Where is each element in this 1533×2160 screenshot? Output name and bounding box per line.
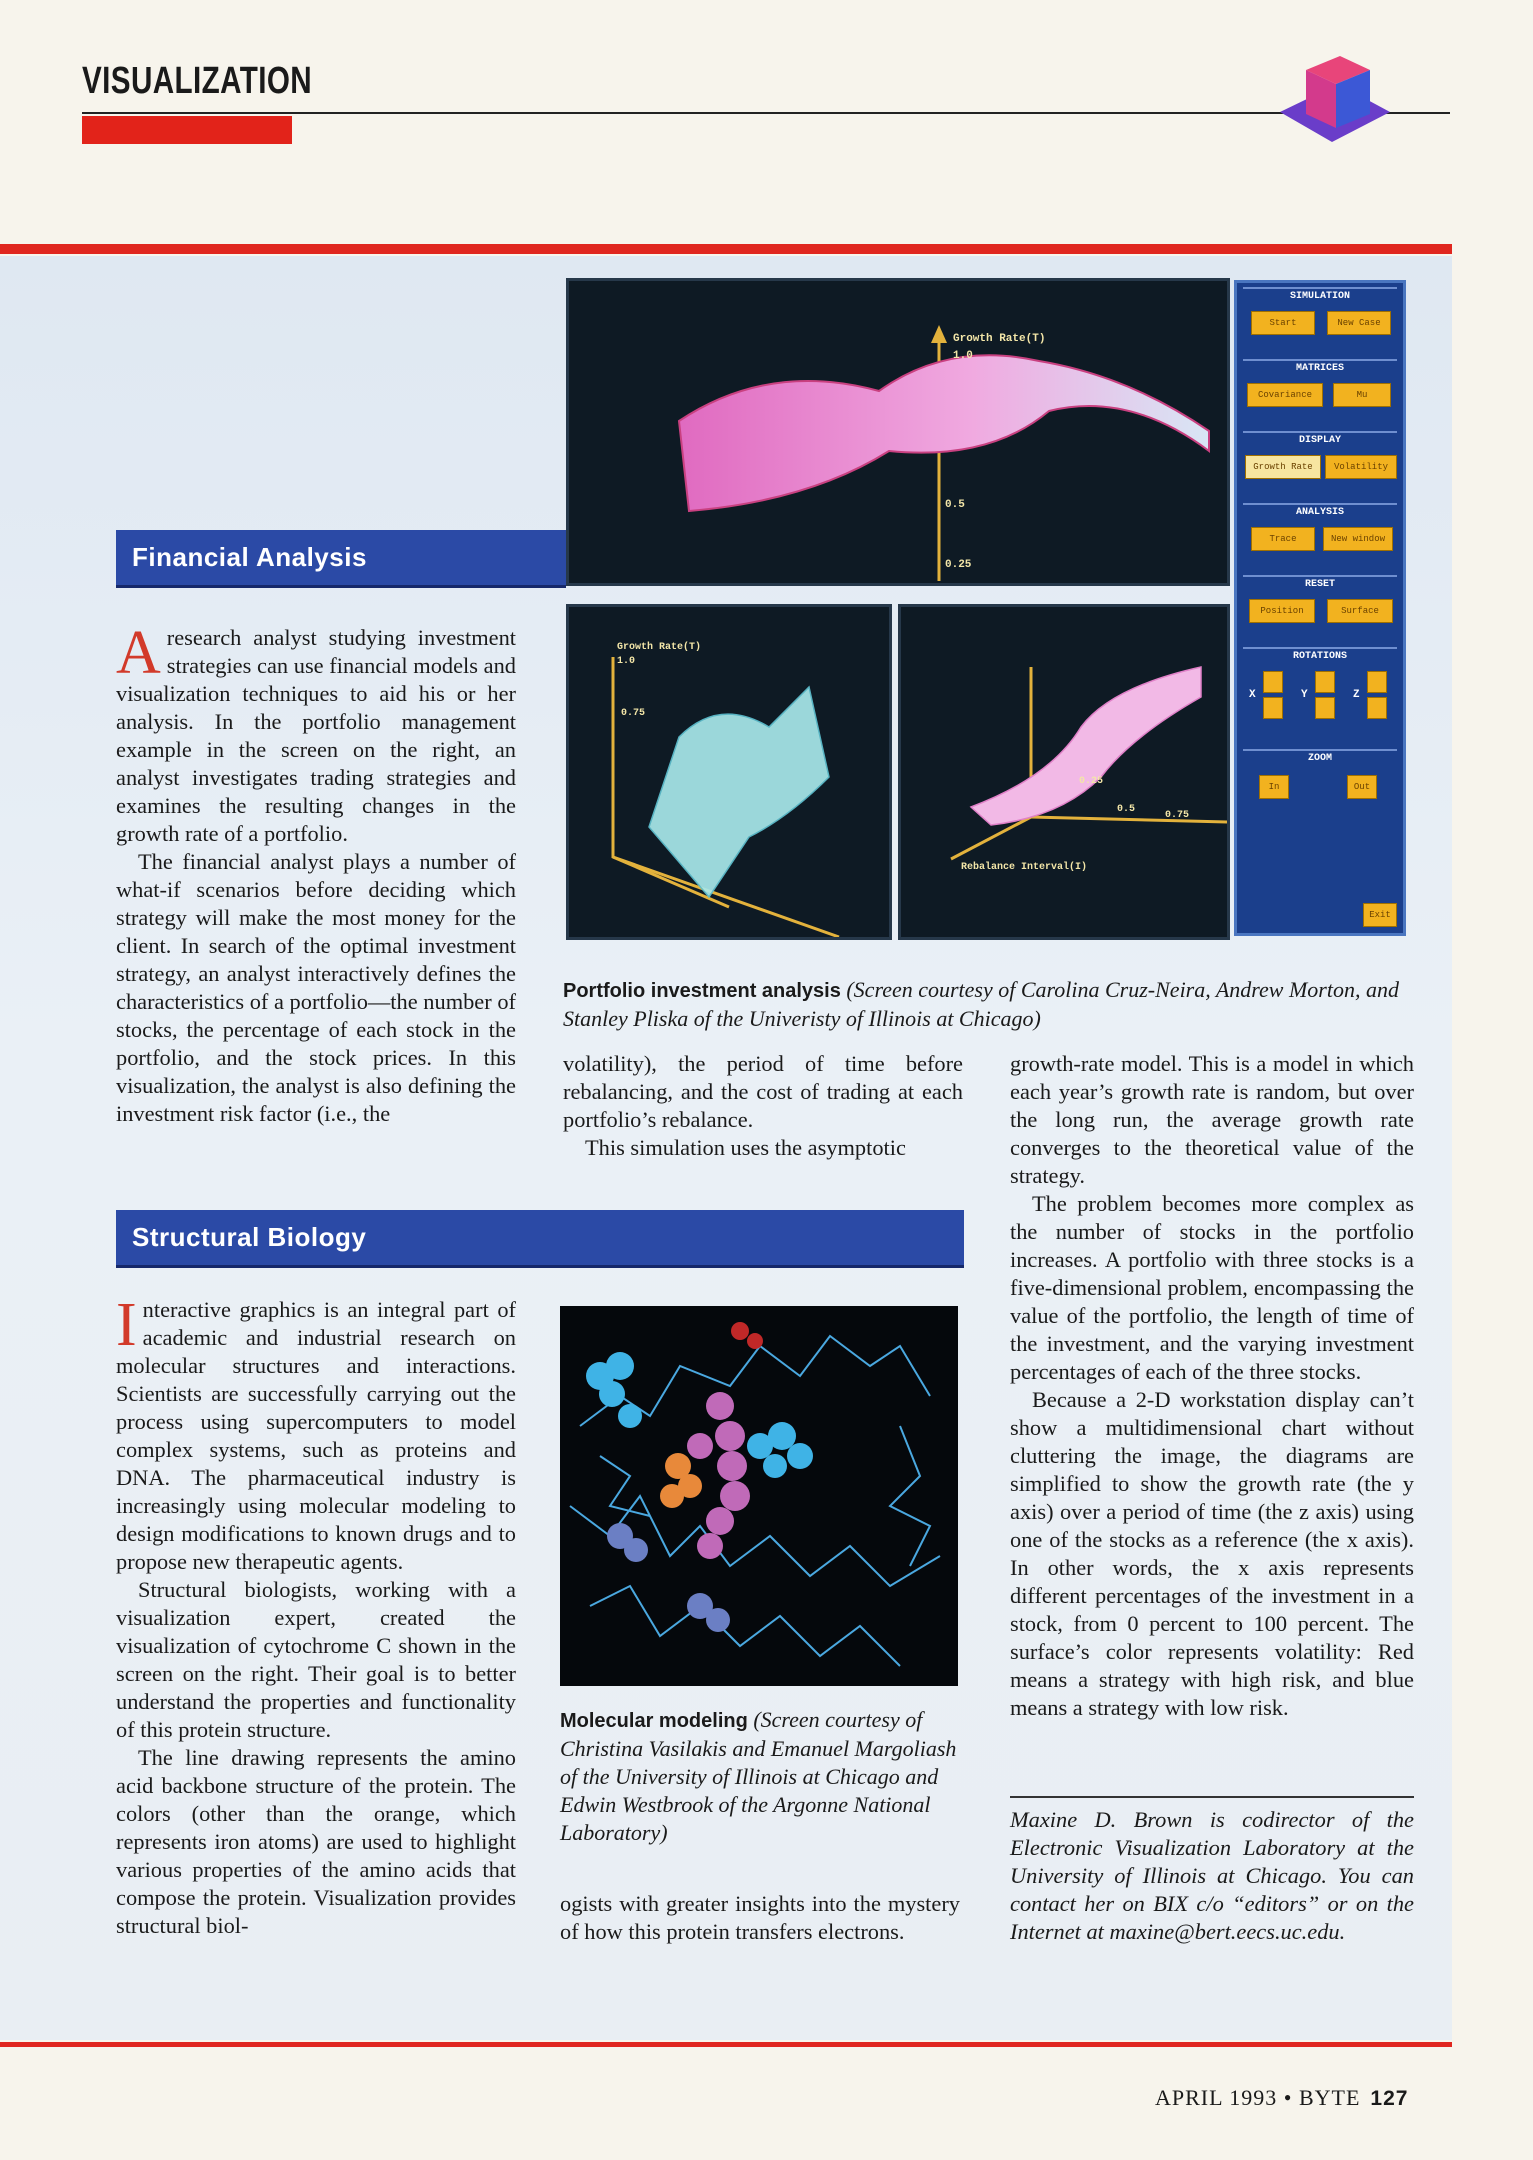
label-growth-rate: Growth Rate(T) (953, 333, 1046, 345)
new-window-button[interactable]: New window (1323, 527, 1393, 551)
portfolio-screen-main (566, 278, 1230, 586)
covariance-button[interactable]: Covariance (1247, 383, 1323, 407)
label-0-25: 0.25 (945, 559, 972, 571)
label-1-0-left: 1.0 (617, 656, 636, 667)
label-0-75-right: 0.75 (1165, 810, 1190, 821)
ctrl-matrices (1243, 359, 1397, 427)
atoms-orange-iron (660, 1453, 702, 1508)
x-axis-right (1031, 817, 1227, 822)
surface-right (971, 667, 1201, 825)
ctrl-label-display: DISPLAY (1298, 435, 1341, 446)
rot-z-label: Z (1353, 689, 1360, 701)
control-panel (1234, 280, 1406, 936)
financial-heading: Financial Analysis (116, 530, 566, 588)
growth-surface (679, 355, 1209, 511)
ctrl-label-zoom: ZOOM (1307, 753, 1332, 764)
y-axis-arrow-icon (931, 325, 947, 343)
ctrl-label-reset: RESET (1304, 579, 1335, 590)
volatility-button[interactable]: Volatility (1325, 455, 1397, 479)
label-0-5-right: 0.5 (1117, 804, 1136, 815)
financial-para-1-text: research analyst studying investment strategies can use financial models and visualization techniques to aid his or her analysis. In the portfolio management example in the screen on the right, an analyst investigates trading strategies and examines the resulting changes in the growth rate of a portfolio. (116, 625, 516, 846)
mu-button[interactable]: Mu (1333, 383, 1391, 407)
rot-x-label: X (1249, 689, 1256, 701)
ctrl-analysis (1243, 503, 1397, 571)
ctrl-label-matrices: MATRICES (1295, 363, 1344, 374)
growth-rate-button[interactable]: Growth Rate (1245, 455, 1321, 479)
structural-heading: Structural Biology (116, 1210, 964, 1268)
atoms-magenta (687, 1392, 750, 1559)
rot-y-label: Y (1301, 689, 1308, 701)
financial-dropcap: A (116, 619, 161, 687)
new-case-button[interactable]: New Case (1327, 311, 1391, 335)
structural-para-1-text: nteractive graphics is an integral part of academic and industrial research on molecular structures and interactions. Scientists are successfully carrying out the process using supercomputers to model complex systems, such as proteins and DNA. The pharmaceutical industry is increasingly using molecular modeling to design modifications to known drugs and to propose new therapeutic agents. (116, 1297, 516, 1574)
header-red-bar (82, 116, 292, 144)
ctrl-label-analysis: ANALYSIS (1295, 507, 1344, 518)
molecular-caption (560, 1706, 960, 1847)
exit-button[interactable]: Exit (1363, 903, 1397, 927)
trace-button[interactable]: Trace (1251, 527, 1315, 551)
financial-column-1 (116, 619, 516, 1128)
rot-x-down-button[interactable] (1263, 697, 1283, 719)
molecule-screen (560, 1306, 958, 1686)
portfolio-caption (563, 976, 1423, 1033)
rot-y-down-button[interactable] (1315, 697, 1335, 719)
ctrl-display (1243, 431, 1397, 499)
molecular-caption-credit: (Screen courtesy of Christina Vasilakis and Emanuel Margoliash of the University of Illinois at Chicago and Edwin Westbrook of the Argonne National Laboratory) (560, 1707, 957, 1845)
structural-dropcap: I (116, 1291, 137, 1359)
label-1-0: 1.0 (953, 350, 973, 362)
author-bio-text: Maxine D. Brown is codirector of the Electronic Visualization Laboratory at the University of Illinois at Chicago. You can contact her on BIX c/o “editors” or on the Internet at maxine@bert.eecs.uc.edu. (1010, 1807, 1414, 1944)
header-rule (82, 112, 1450, 114)
financial-para-3: volatility), the period of time before rebalancing, and the cost of trading at each portfolio’s rebalance. (563, 1051, 963, 1132)
rot-x-up-button[interactable] (1263, 671, 1283, 693)
growth-surface-left (569, 607, 889, 937)
molecular-caption-lead: Molecular modeling (560, 1710, 748, 1732)
label-growth-rate-left: Growth Rate(T) (617, 642, 702, 653)
portfolio-caption-lead: Portfolio investment analysis (563, 980, 841, 1002)
section-title: VISUALIZATION (82, 60, 313, 102)
financial-para-1 (116, 619, 516, 848)
growth-surface-right (901, 607, 1227, 937)
atoms-red (731, 1322, 763, 1349)
label-rebalance: Rebalance Interval(I) (961, 862, 1088, 873)
ctrl-rotations (1243, 647, 1397, 745)
zoom-in-button[interactable]: In (1259, 775, 1289, 799)
structural-para-1 (116, 1291, 516, 1576)
ctrl-label-rotations: ROTATIONS (1292, 651, 1347, 662)
label-0-5: 0.5 (945, 499, 965, 511)
surface-left (649, 687, 829, 897)
financial-column-3 (1010, 1050, 1414, 1722)
ctrl-simulation (1243, 287, 1397, 355)
amino-backbone (570, 1336, 940, 1666)
portfolio-screen-right (898, 604, 1230, 940)
position-button[interactable]: Position (1249, 599, 1315, 623)
financial-para-4: This simulation uses the asymptotic (585, 1135, 906, 1160)
rot-z-up-button[interactable] (1367, 671, 1387, 693)
ctrl-label-simulation: SIMULATION (1289, 291, 1350, 302)
financial-para-7: Because a 2-D workstation display can’t show a multidimensional chart without cluttering the image, the diagrams are simplified to show the growth rate (the y axis) over a period of time (the z axis) using one of the stocks as a reference (the x axis). In other words, the x axis represents different percentages of the investment in a stock, from 0 percent to 100 percent. The surface’s color represents volatility: Red means a strategy with high risk, and blue means a strategy with low risk. (1010, 1387, 1414, 1720)
financial-para-6: The problem becomes more complex as the number of stocks in the portfolio increases. A portfolio with three stocks is a five-dimensional problem, encompassing the value of the portfolio, the length of time of the investment, and the varying investment percentages of each of the three stocks. (1010, 1191, 1414, 1384)
footer-issue: APRIL 1993 • BYTE (1155, 2085, 1361, 2110)
financial-column-2 (563, 1050, 963, 1162)
zoom-out-button[interactable]: Out (1347, 775, 1377, 799)
label-0-75-left: 0.75 (621, 708, 646, 719)
financial-para-2: The financial analyst plays a number of what-if scenarios before deciding which strategy will make the most money for the client. In search of the optimal investment strategy, an analyst interactively defines the characteristics of a portfolio—the number of stocks, the percentage of each stock in the portfolio, and the stock prices. In this visualization, the analyst is also defining the investment risk factor (i.e., the (116, 849, 516, 1126)
start-button[interactable]: Start (1251, 311, 1315, 335)
page-number: 127 (1370, 2087, 1409, 2110)
growth-surface-main (569, 281, 1227, 583)
rot-y-up-button[interactable] (1315, 671, 1335, 693)
bio-rule (1010, 1796, 1414, 1798)
portfolio-screen-left (566, 604, 892, 940)
label-0-25-right: 0.25 (1079, 776, 1104, 787)
structural-para-4: ogists with greater insights into the mystery of how this protein transfers electrons. (560, 1891, 960, 1944)
structural-column-1 (116, 1291, 516, 1940)
ctrl-zoom (1243, 749, 1397, 831)
financial-para-5: growth-rate model. This is a model in which each year’s growth rate is random, but over the long run, the average growth rate converges to the theoretical value of the strategy. (1010, 1051, 1414, 1188)
structural-para-3: The line drawing represents the amino acid backbone structure of the protein. The colors (other than the orange, which represents iron atoms) are used to highlight various properties of the amino acids that compose the protein. Visualization provides structural biol- (116, 1745, 516, 1938)
ctrl-reset (1243, 575, 1397, 643)
rot-z-down-button[interactable] (1367, 697, 1387, 719)
cytochrome-c-model (560, 1306, 958, 1686)
page-footer (1155, 2085, 1408, 2111)
surface-button[interactable]: Surface (1327, 599, 1393, 623)
bottom-red-band (0, 2042, 1452, 2047)
structural-column-2 (560, 1890, 960, 1946)
portfolio-caption-credit: (Screen courtesy of Carolina Cruz-Neira, Andrew Morton, and Stanley Pliska of the Univeristy of Illinois at Chicago) (563, 977, 1399, 1031)
cube-logo-icon (1270, 50, 1400, 160)
structural-para-2: Structural biologists, working with a visualization expert, created the visualization of cytochrome C shown in the screen on the right. Their goal is to better understand the properties and functionality of this protein structure. (116, 1577, 516, 1742)
top-red-band (0, 244, 1452, 254)
author-bio (1010, 1806, 1414, 1946)
atoms-cyan (586, 1352, 813, 1478)
